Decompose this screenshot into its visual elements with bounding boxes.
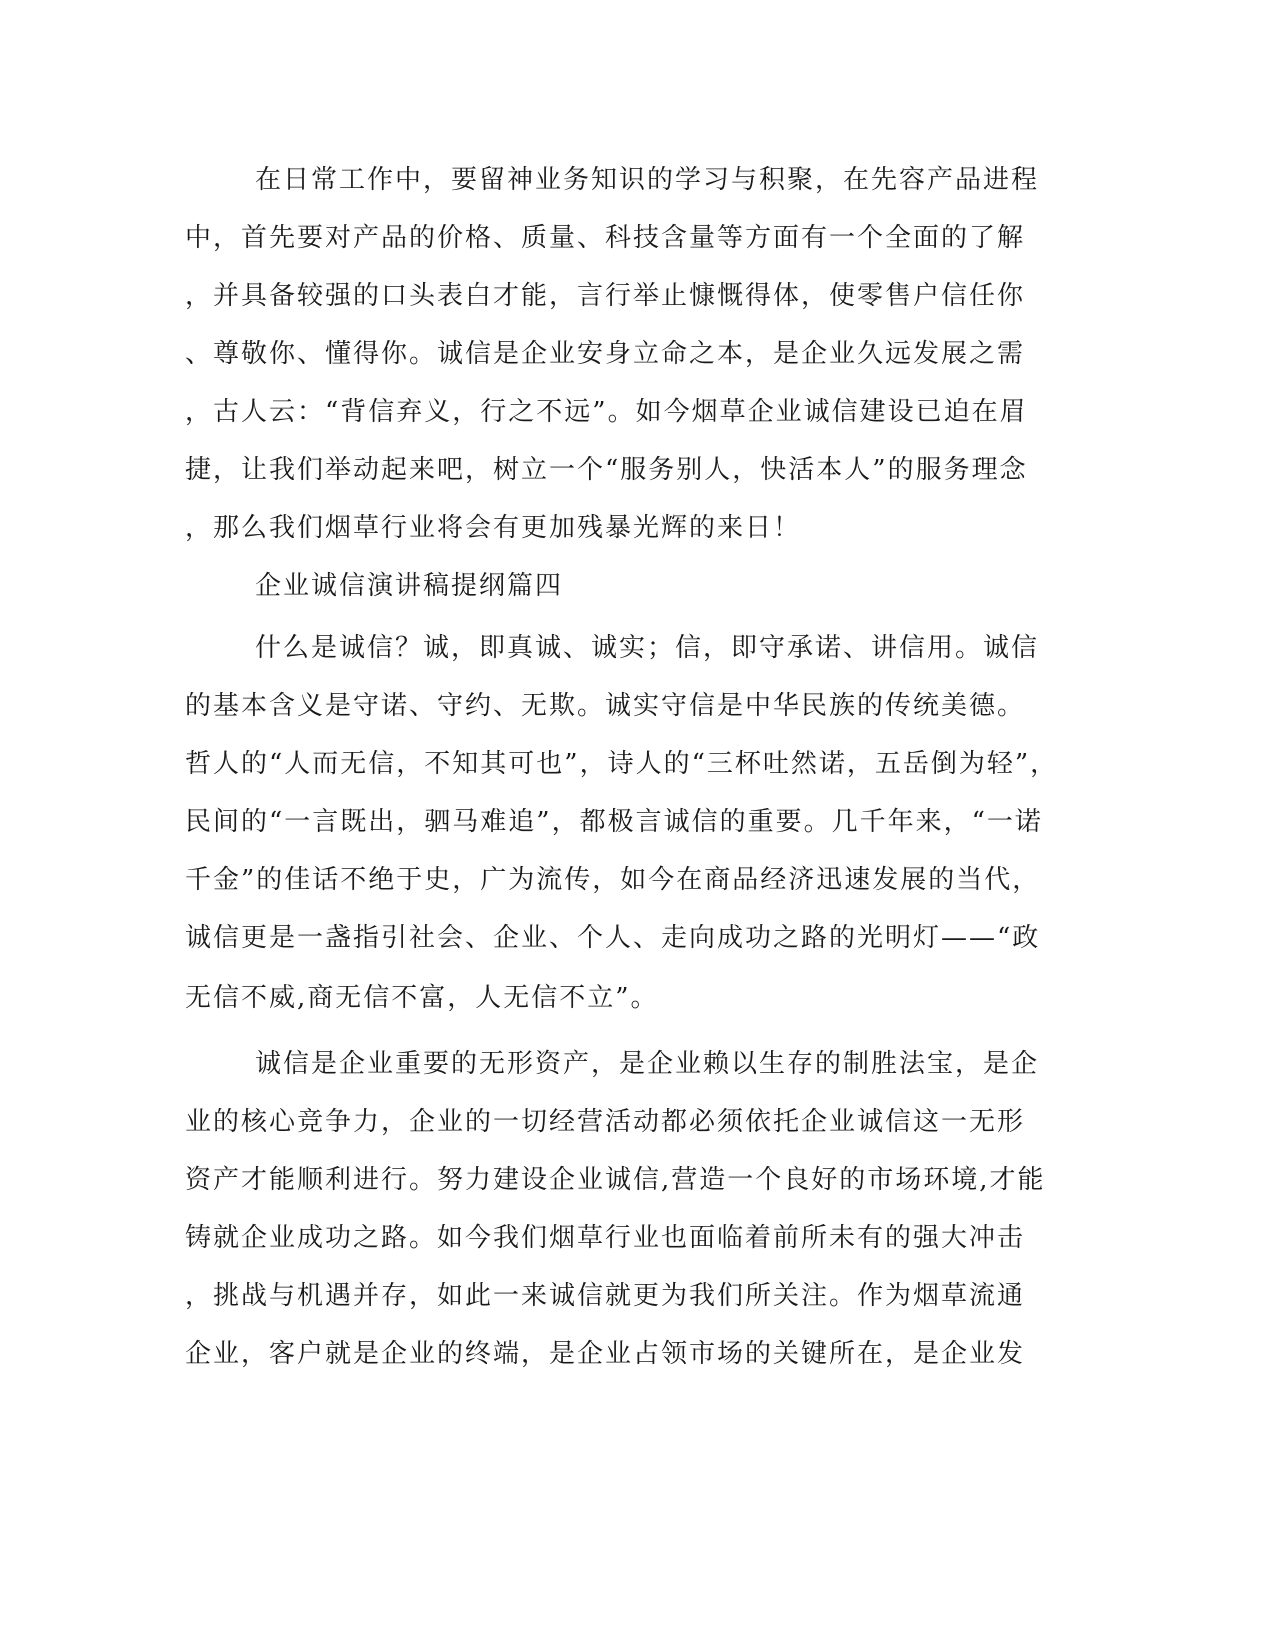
paragraph-line: 千金”的佳话不绝于史，广为流传，如今在商品经济迅速发展的当代，: [185, 865, 1041, 895]
paragraph-line: 、尊敬你、懂得你。诚信是企业安身立命之本，是企业久远发展之需: [185, 339, 1026, 369]
paragraph-line: ，挑战与机遇并存，如此一来诚信就更为我们所关注。作为烟草流通: [185, 1281, 1026, 1311]
paragraph-line: 民间的“一言既出，驷马难追”，都极言诚信的重要。几千年来，“一诺: [185, 807, 1043, 837]
paragraph-line: 在日常工作中，要留神业务知识的学习与积聚，在先容产品进程: [255, 165, 1040, 195]
paragraph-line: 资产才能顺利进行。努力建设企业诚信,营造一个良好的市场环境,才能: [185, 1165, 1046, 1195]
paragraph-line: 捷，让我们举动起来吧，树立一个“服务别人，快活本人”的服务理念: [185, 455, 1028, 485]
paragraph-line: 哲人的“人而无信，不知其可也”，诗人的“三杯吐然诺，五岳倒为轻”，: [185, 749, 1059, 779]
paragraph-line: 业的核心竞争力，企业的一切经营活动都必须依托企业诚信这一无形: [185, 1107, 1026, 1137]
paragraph-line: 诚信是企业重要的无形资产，是企业赖以生存的制胜法宝，是企: [255, 1049, 1040, 1079]
paragraph-line: 企业，客户就是企业的终端，是企业占领市场的关键所在，是企业发: [185, 1339, 1026, 1369]
paragraph-line: 的基本含义是守诺、守约、无欺。诚实守信是中华民族的传统美德。: [185, 691, 1026, 721]
paragraph-line: 什么是诚信？诚，即真诚、诚实；信，即守承诺、讲信用。诚信: [255, 633, 1040, 663]
paragraph-line: 无信不威,商无信不富，人无信不立”。: [185, 983, 659, 1013]
paragraph-line: ，并具备较强的口头表白才能，言行举止慷慨得体，使零售户信任你: [185, 281, 1026, 311]
section-heading: 企业诚信演讲稿提纲篇四: [255, 571, 564, 601]
paragraph-line: ，那么我们烟草行业将会有更加残暴光辉的来日！: [185, 513, 802, 543]
paragraph-line: 中，首先要对产品的价格、质量、科技含量等方面有一个全面的了解: [185, 223, 1026, 253]
paragraph-line: 铸就企业成功之路。如今我们烟草行业也面临着前所未有的强大冲击: [185, 1223, 1026, 1253]
paragraph-line: ，古人云：“背信弃义，行之不远”。如今烟草企业诚信建设已迫在眉: [185, 397, 1028, 427]
paragraph-line: 诚信更是一盏指引社会、企业、个人、走向成功之路的光明灯——“政: [185, 923, 1041, 953]
